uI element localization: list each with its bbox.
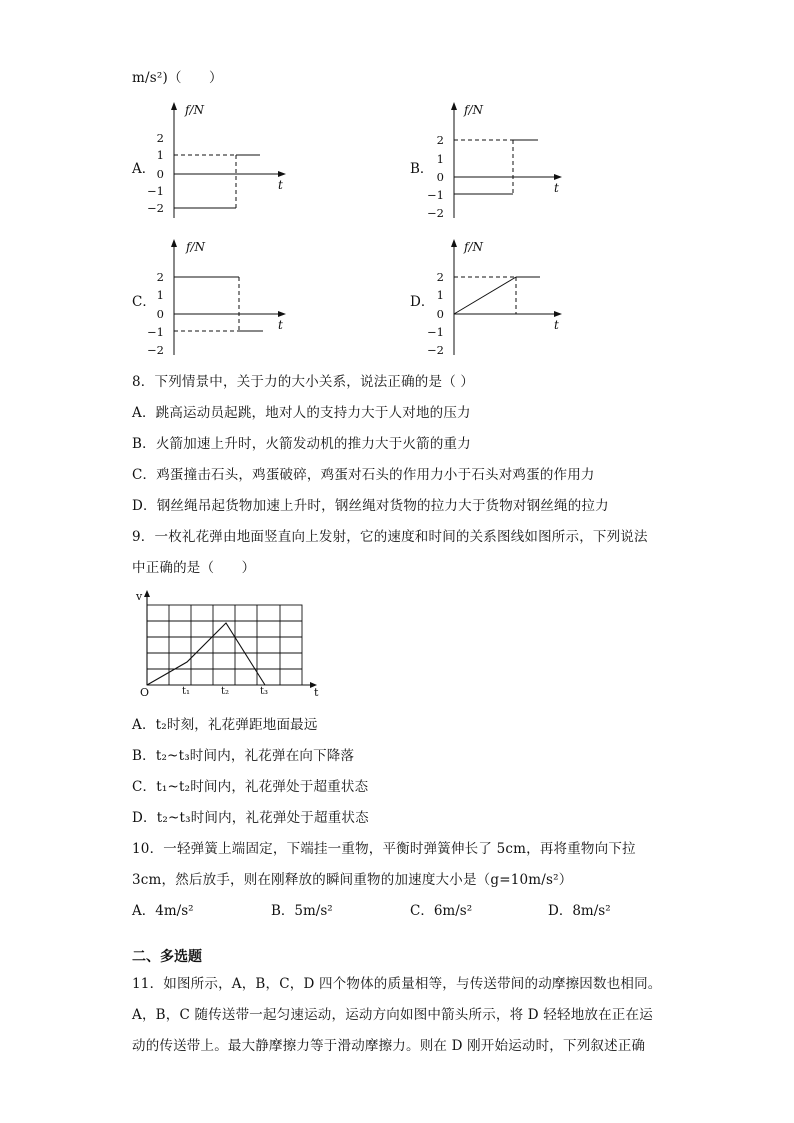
q10-option-a[interactable]: A．4m/s² [132, 903, 194, 919]
svg-text:−2: −2 [427, 206, 444, 220]
velocity-time-graph [130, 588, 330, 700]
svg-text:0: 0 [156, 167, 164, 181]
svg-text:2: 2 [436, 133, 444, 147]
option-c-label[interactable]: C． [132, 294, 156, 310]
svg-text:−1: −1 [147, 184, 164, 198]
q9-option-c[interactable]: C．t₁~t₂时间内，礼花弹处于超重状态 [132, 779, 369, 795]
q9-option-a[interactable]: A．t₂时刻，礼花弹距地面最远 [132, 717, 318, 733]
svg-text:0: 0 [436, 170, 444, 184]
svg-text:2: 2 [156, 270, 164, 284]
svg-text:t: t [554, 318, 559, 332]
svg-text:−2: −2 [147, 201, 164, 215]
q8-option-d[interactable]: D．钢丝绳吊起货物加速上升时，钢丝绳对货物的拉力大于货物对钢丝绳的拉力 [132, 498, 609, 514]
q8-option-a[interactable]: A．跳高运动员起跳，地对人的支持力大于人对地的压力 [132, 405, 471, 421]
q8-option-b[interactable]: B．火箭加速上升时，火箭发动机的推力大于火箭的重力 [132, 436, 471, 452]
svg-text:t: t [278, 318, 283, 332]
svg-text:f/N: f/N [186, 240, 205, 254]
svg-text:0: 0 [156, 307, 164, 321]
axis-label-t: t [278, 178, 283, 192]
q10-option-d[interactable]: D．8m/s² [548, 903, 611, 919]
graph-option-b [427, 98, 580, 223]
svg-text:2: 2 [156, 131, 164, 145]
svg-text:1: 1 [436, 152, 444, 166]
svg-text:0: 0 [436, 307, 444, 321]
axis-label-f: f/N [185, 103, 204, 117]
q9-option-d[interactable]: D．t₂~t₃时间内，礼花弹处于超重状态 [132, 810, 369, 826]
t3-label: t₃ [260, 686, 269, 697]
svg-text:1: 1 [156, 288, 164, 302]
option-d-label[interactable]: D． [410, 294, 435, 310]
q11-line1: 11．如图所示，A，B，C，D 四个物体的质量相等，与传送带间的动摩擦因数也相同。 [132, 976, 662, 992]
q10-stem-line2: 3cm，然后放手，则在刚释放的瞬间重物的加速度大小是（g=10m/s²） [132, 872, 573, 888]
svg-text:−2: −2 [147, 343, 164, 357]
svg-text:1: 1 [436, 288, 444, 302]
svg-text:−1: −1 [427, 325, 444, 339]
origin-label: O [140, 686, 150, 699]
axis-label-t: t [314, 686, 319, 699]
q11-line2: A，B，C 随传送带一起匀速运动，运动方向如图中箭头所示，将 D 轻轻地放在正在运 [132, 1007, 653, 1023]
question7-continuation: m/s²)（ ） [132, 70, 223, 86]
q9-stem-line1: 9．一枚礼花弹由地面竖直向上发射，它的速度和时间的关系图线如图所示，下列说法 [132, 529, 648, 545]
svg-text:2: 2 [436, 270, 444, 284]
svg-text:−1: −1 [427, 188, 444, 202]
graph-option-d [427, 235, 580, 360]
svg-text:f/N: f/N [464, 103, 483, 117]
q10-option-b[interactable]: B．5m/s² [271, 903, 333, 919]
t2-label: t₂ [221, 686, 230, 697]
q11-line3: 动的传送带上。最大静摩擦力等于滑动摩擦力。则在 D 刚开始运动时，下列叙述正确 [132, 1038, 646, 1054]
axis-label-v: v [136, 590, 143, 603]
svg-text:t: t [554, 181, 559, 195]
section-heading-multiple-choice: 二、多选题 [132, 949, 202, 965]
option-a-label[interactable]: A． [132, 161, 156, 177]
q9-stem-line2: 中正确的是（ ） [132, 560, 256, 576]
svg-text:1: 1 [156, 148, 164, 162]
t1-label: t₁ [182, 686, 191, 697]
q8-option-c[interactable]: C．鸡蛋撞击石头，鸡蛋破碎，鸡蛋对石头的作用力小于石头对鸡蛋的作用力 [132, 467, 595, 483]
svg-text:−2: −2 [427, 343, 444, 357]
q10-option-c[interactable]: C．6m/s² [410, 903, 473, 919]
q8-stem: 8．下列情景中，关于力的大小关系，说法正确的是（ ） [132, 374, 475, 390]
q9-option-b[interactable]: B．t₂~t₃时间内，礼花弹在向下降落 [132, 748, 355, 764]
q10-stem-line1: 10．一轻弹簧上端固定，下端挂一重物，平衡时弹簧伸长了 5cm，再将重物向下拉 [132, 841, 636, 857]
graph-option-c [147, 235, 300, 360]
svg-text:f/N: f/N [464, 240, 483, 254]
graph-option-a [147, 98, 300, 223]
option-b-label[interactable]: B． [410, 161, 434, 177]
svg-text:−1: −1 [147, 325, 164, 339]
